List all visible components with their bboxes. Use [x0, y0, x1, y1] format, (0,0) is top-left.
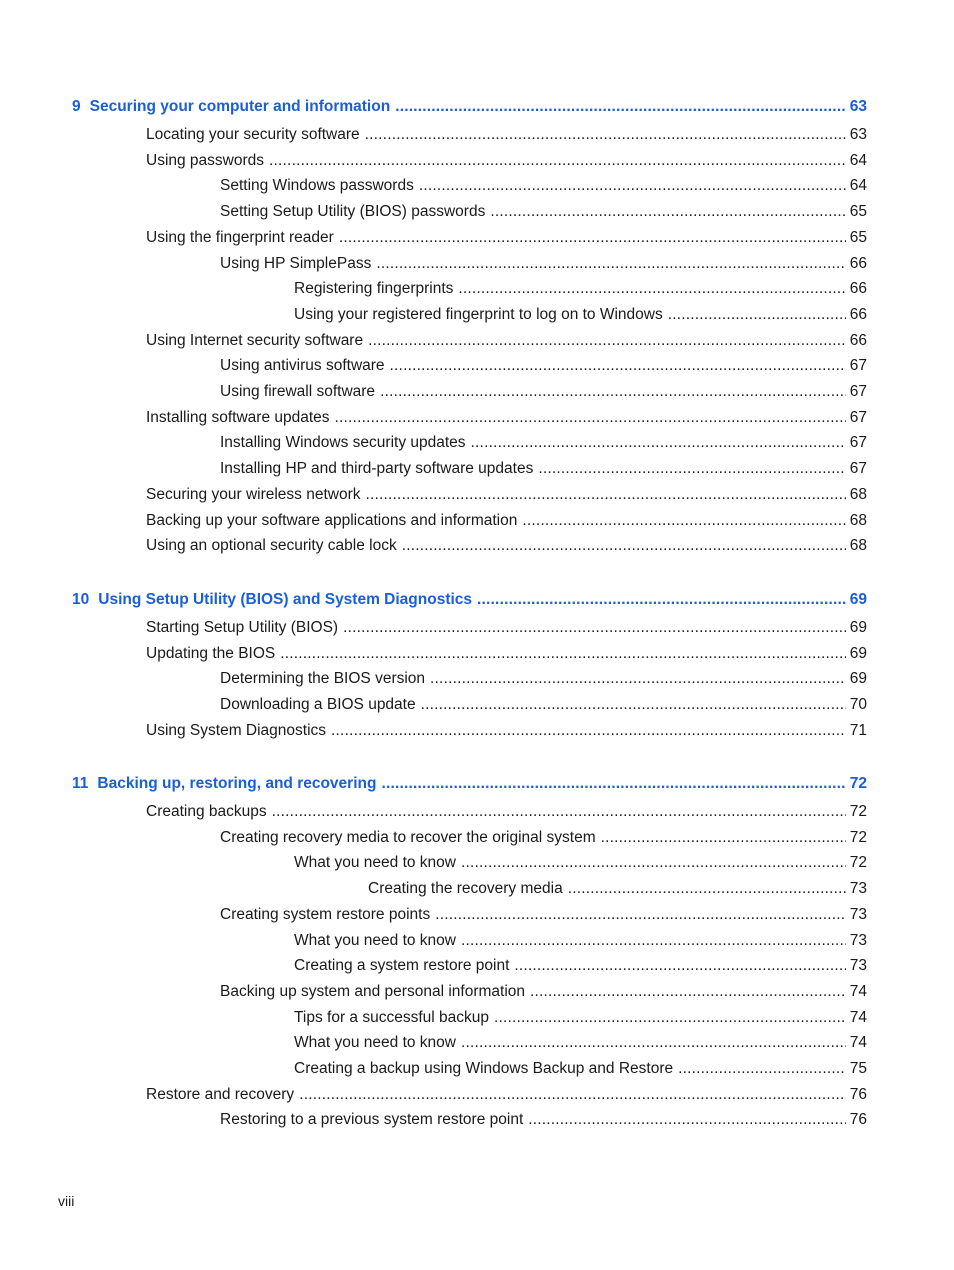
toc-page-number: 71 — [849, 721, 867, 739]
dot-leader — [376, 254, 845, 274]
dot-leader — [678, 1059, 846, 1079]
toc-entry-title: What you need to know — [294, 931, 456, 949]
toc-entry[interactable] — [220, 433, 867, 453]
toc-page-number: 68 — [849, 537, 867, 555]
toc-page-number: 67 — [849, 434, 867, 452]
dot-leader — [280, 644, 846, 664]
toc-chapter-title-text: Using Setup Utility (BIOS) and System Diagnostics — [98, 591, 473, 608]
toc-entry-title: Determining the BIOS version — [220, 670, 426, 688]
toc-page-number: 73 — [849, 905, 867, 923]
toc-page-number: 73 — [849, 880, 867, 898]
toc-entry[interactable] — [220, 254, 867, 274]
toc-entry[interactable] — [220, 669, 867, 689]
toc-entry-title: Backing up system and personal information — [220, 982, 525, 1000]
dot-leader — [331, 721, 846, 741]
toc-entry[interactable] — [294, 931, 867, 951]
dot-leader — [461, 1033, 846, 1053]
toc-page-number: 68 — [849, 511, 867, 529]
toc-page-number: 69 — [849, 619, 867, 636]
dot-leader — [390, 356, 846, 376]
toc-entry[interactable] — [146, 511, 867, 531]
dot-leader — [419, 176, 846, 196]
toc-page-number: 74 — [849, 982, 867, 1000]
dot-leader — [668, 305, 846, 325]
toc-entry[interactable] — [220, 982, 867, 1002]
toc-entry[interactable] — [368, 879, 867, 899]
toc-entry-title: Using antivirus software — [220, 357, 385, 375]
toc-chapter-number: 10 — [72, 591, 90, 608]
toc-entry-title: Creating the recovery media — [368, 880, 563, 898]
toc-chapter-number: 11 — [72, 775, 89, 792]
toc-page-number: 64 — [849, 177, 867, 195]
toc-page-number: 68 — [849, 485, 867, 503]
toc-page-number: 69 — [849, 591, 867, 608]
toc-entry-title: Starting Setup Utility (BIOS) — [146, 619, 339, 636]
toc-entry-title: Installing Windows security updates — [220, 434, 466, 452]
toc-page-number: 69 — [849, 644, 867, 662]
toc-page-number: 67 — [849, 408, 867, 426]
toc-entry-title: Registering fingerprints — [294, 280, 454, 298]
toc-entry-title: Using an optional security cable lock — [146, 537, 397, 555]
dot-leader — [269, 151, 846, 171]
toc-entry-title: Using firewall software — [220, 383, 376, 400]
toc-chapter-entry[interactable] — [72, 97, 867, 117]
toc-entry[interactable] — [220, 382, 867, 402]
toc-entry[interactable] — [146, 644, 867, 664]
toc-entry-title: Creating recovery media to recover the original system — [220, 828, 596, 846]
toc-entry[interactable] — [146, 125, 867, 145]
toc-entry[interactable] — [146, 802, 867, 822]
toc-entry[interactable] — [146, 536, 867, 556]
toc-page-number: 74 — [849, 1034, 867, 1052]
toc-entry-title: Setting Windows passwords — [220, 177, 414, 195]
dot-leader — [471, 433, 846, 453]
toc-entry[interactable] — [294, 1033, 867, 1053]
dot-leader — [381, 774, 845, 794]
dot-leader — [435, 905, 846, 925]
toc-entry-title: Securing your wireless network — [146, 485, 361, 503]
dot-leader — [601, 828, 846, 848]
toc-entry[interactable] — [294, 1008, 867, 1028]
dot-leader — [339, 228, 846, 248]
dot-leader — [528, 1110, 846, 1130]
toc-entry-title: What you need to know — [294, 1034, 456, 1052]
dot-leader — [395, 97, 846, 117]
toc-entry[interactable] — [220, 459, 867, 479]
toc-entry[interactable] — [146, 721, 867, 741]
toc-page-number: 72 — [849, 775, 867, 792]
toc-entry-title: Installing HP and third-party software updates — [220, 460, 534, 478]
dot-leader — [335, 408, 846, 428]
dot-leader — [458, 279, 845, 299]
toc-entry-title: Using passwords — [146, 151, 265, 169]
dot-leader — [522, 511, 845, 531]
toc-entry[interactable] — [294, 956, 867, 976]
dot-leader — [343, 618, 846, 638]
toc-entry-title: Using HP SimplePass — [220, 254, 372, 272]
toc-page-number: 63 — [849, 98, 867, 115]
toc-entry-title: Creating a backup using Windows Backup and Restore — [294, 1060, 674, 1077]
toc-entry[interactable] — [220, 695, 867, 715]
toc-entry-title: Using System Diagnostics — [146, 721, 327, 739]
toc-entry-title: Using Internet security software — [146, 331, 364, 349]
dot-leader — [568, 879, 846, 899]
dot-leader — [514, 956, 845, 976]
toc-page-number: 73 — [849, 931, 867, 949]
toc-page-number: 63 — [849, 126, 867, 143]
toc-entry[interactable] — [220, 176, 867, 196]
toc-entry-title: Restore and recovery — [146, 1085, 295, 1103]
toc-chapter-title — [72, 590, 472, 610]
toc-page-number: 72 — [849, 828, 867, 846]
toc-page-number: 73 — [849, 957, 867, 975]
toc-chapter-title — [72, 97, 390, 117]
toc-chapter-number: 9 — [72, 98, 81, 115]
toc-entry-title: Using your registered fingerprint to log on to Windows — [294, 305, 663, 323]
dot-leader — [461, 931, 846, 951]
dot-leader — [421, 695, 846, 715]
toc-page-number: 74 — [849, 1008, 867, 1026]
toc-page-number: 66 — [849, 305, 867, 323]
toc-chapter-entry[interactable] — [72, 590, 867, 610]
toc-page-number: 66 — [849, 254, 867, 272]
toc-page-number: 67 — [849, 357, 867, 375]
toc-entry[interactable] — [220, 1110, 867, 1130]
toc-entry[interactable] — [220, 202, 867, 222]
toc-page-number: 75 — [849, 1060, 867, 1077]
toc-entry[interactable] — [220, 356, 867, 376]
dot-leader — [402, 536, 846, 556]
toc-entry-title: Creating a system restore point — [294, 957, 510, 975]
toc-entry[interactable] — [294, 305, 867, 325]
dot-leader — [365, 125, 846, 145]
toc-entry-title: Using the fingerprint reader — [146, 228, 334, 246]
toc-entry[interactable] — [220, 905, 867, 925]
dot-leader — [368, 331, 846, 351]
toc-entry[interactable] — [146, 331, 867, 351]
toc-page-number: 66 — [849, 280, 867, 298]
dot-leader — [538, 459, 845, 479]
toc-entry[interactable] — [146, 485, 867, 505]
toc-entry[interactable] — [146, 228, 867, 248]
dot-leader — [490, 202, 845, 222]
toc-entry-title: Locating your security software — [146, 126, 360, 143]
toc-entry-title: Restoring to a previous system restore point — [220, 1111, 524, 1129]
toc-chapter-title — [72, 774, 376, 794]
toc-chapter-title-text: Backing up, restoring, and recovering — [97, 775, 377, 792]
toc-chapter-entry[interactable] — [72, 774, 867, 794]
toc-page-number: 70 — [849, 696, 867, 714]
page-number: viii — [58, 1193, 75, 1209]
toc-page-number: 65 — [849, 203, 867, 221]
dot-leader — [461, 853, 846, 873]
toc-chapter-title-text: Securing your computer and information — [89, 98, 391, 115]
toc-entry-title: Creating backups — [146, 803, 267, 820]
toc-entry[interactable] — [294, 1059, 867, 1079]
toc-entry-title: What you need to know — [294, 854, 456, 872]
toc-page-number: 67 — [849, 383, 867, 400]
toc-entry[interactable] — [220, 828, 867, 848]
toc-entry-title: Tips for a successful backup — [294, 1008, 489, 1026]
toc-entry[interactable] — [294, 853, 867, 873]
toc-entry-title: Installing software updates — [146, 408, 330, 426]
dot-leader — [477, 590, 846, 610]
toc-entry-title: Downloading a BIOS update — [220, 696, 416, 714]
toc-page-number: 67 — [849, 460, 867, 478]
toc-page-number: 72 — [849, 803, 867, 820]
toc-page-number: 72 — [849, 854, 867, 872]
toc-entry[interactable] — [294, 279, 867, 299]
toc-page-number: 64 — [849, 151, 867, 169]
dot-leader — [430, 669, 846, 689]
dot-leader — [530, 982, 846, 1002]
dot-leader — [299, 1085, 846, 1105]
toc-page-number: 65 — [849, 228, 867, 246]
dot-leader — [366, 485, 846, 505]
toc-entry[interactable] — [146, 1085, 867, 1105]
toc-page-number: 66 — [849, 331, 867, 349]
toc-entry[interactable] — [146, 408, 867, 428]
dot-leader — [380, 382, 846, 402]
toc-entry-title: Updating the BIOS — [146, 644, 276, 662]
toc-entry-title: Creating system restore points — [220, 905, 431, 923]
toc-page-number: 69 — [849, 670, 867, 688]
toc-entry[interactable] — [146, 618, 867, 638]
toc-entry-title: Backing up your software applications and information — [146, 511, 518, 529]
toc-page-number: 76 — [849, 1085, 867, 1103]
dot-leader — [494, 1008, 846, 1028]
toc-entry[interactable] — [146, 151, 867, 171]
toc-page-number: 76 — [849, 1111, 867, 1129]
dot-leader — [272, 802, 846, 822]
toc-entry-title: Setting Setup Utility (BIOS) passwords — [220, 203, 486, 221]
